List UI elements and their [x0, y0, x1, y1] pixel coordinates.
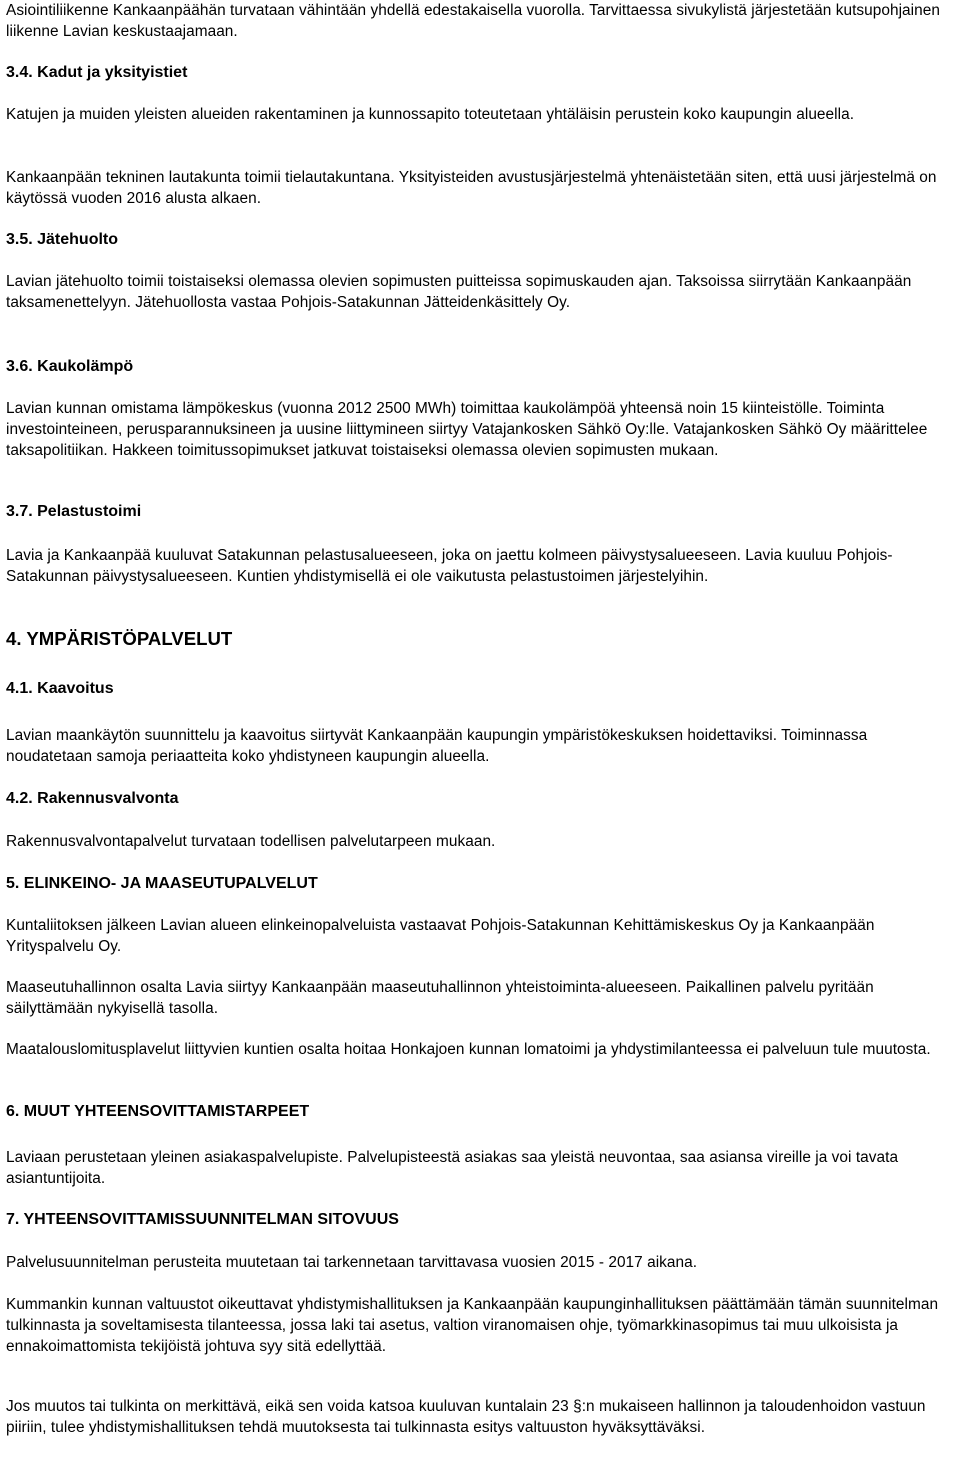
- paragraph-jatehuolto: Lavian jätehuolto toimii toistaiseksi olemassa olevien sopimusten puitteissa sopimuskauden ajan. Taksoissa siirrytään Kankaanpään taksamenettelyyn. Jätehuollosta vastaa Pohjois-Satakunnan Jätteidenkäsittely Oy.: [6, 273, 912, 311]
- paragraph-maaseutuhallinto: Maaseutuhallinnon osalta Lavia siirtyy Kankaanpään maaseutuhallinnon yhteistoiminta-alueeseen. Paikallinen palvelu pyritään säilyttämään nykyisellä tasolla.: [6, 979, 874, 1017]
- paragraph-kaukolampo: Lavian kunnan omistama lämpökeskus (vuonna 2012 2500 MWh) toimittaa kaukolämpöä yhteensä noin 15 kiinteistölle. Toiminta investointeineen, perusparannuksineen ja uusine liittymineen siirtyy Vatajankosken Sähkö Oy:lle. Vatajankosken Sähkö Oy määrittelee taksapolitiikan. Hakkeen toimitussopimukset jatkuvat toistaiseksi olemassa olevien sopimusten mukaan.: [6, 400, 928, 459]
- paragraph-tielautakunta: Kankaanpään tekninen lautakunta toimii tielautakuntana. Yksityisteiden avustusjärjestelmä yhtenäistetään siten, että uusi järjestelmä on käytössä vuoden 2016 alusta alkaen.: [6, 169, 937, 207]
- paragraph-rakennusvalvonta: Rakennusvalvontapalvelut turvataan todellisen palvelutarpeen mukaan.: [6, 833, 496, 850]
- paragraph-palvelusuunnitelma: Palvelusuunnitelman perusteita muutetaan tai tarkennetaan tarvittavasa vuosien 2015 - 2017 aikana.: [6, 1254, 698, 1271]
- paragraph-asiointiliikenne: Asiointiliikenne Kankaanpäähän turvataan vähintään yhdellä edestakaisella vuorolla. Tarvittaessa sivukylistä järjestetään kutsupohjainen liikenne Lavian keskustaajamaan.: [6, 2, 940, 40]
- paragraph-kaavoitus: Lavian maankäytön suunnittelu ja kaavoitus siirtyvät Kankaanpään kaupungin ympäristökeskuksen hoidettaviksi. Toiminnassa noudatetaan samoja periaatteita koko yhdistyneen kaupungin alueella.: [6, 727, 868, 765]
- heading-jatehuolto: 3.5. Jätehuolto: [6, 231, 119, 248]
- paragraph-valtuustot: Kummankin kunnan valtuustot oikeuttavat yhdistymishallituksen ja Kankaanpään kaupunginhallituksen päättämään tämän suunnitelman tulkinnasta ja soveltamisesta tilanteessa, jossa laki tai asetus, valtion viranomaisen ohje, työmarkkinasopimus tai muu ulkoisista ja ennakoimattomista tekijöistä johtuva syy sitä edellyttää.: [6, 1296, 939, 1355]
- paragraph-elinkeinopalvelut: Kuntaliitoksen jälkeen Lavian alueen elinkeinopalveluista vastaavat Pohjois-Satakunnan Kehittämiskeskus Oy ja Kankaanpään Yrityspalvelu Oy.: [6, 917, 875, 955]
- heading-kaukolampo: 3.6. Kaukolämpö: [6, 358, 134, 375]
- paragraph-maatalouslomitus: Maatalouslomitusplavelut liittyvien kuntien osalta hoitaa Honkajoen kunnan lomatoimi ja yhdystimilanteessa ei palveluun tule muutosta.: [6, 1041, 931, 1058]
- paragraph-muutos-tai-tulkinta: Jos muutos tai tulkinta on merkittävä, eikä sen voida katsoa kuuluvan kuntalain 23 §:n mukaiseen hallinnon ja taloudenhoidon vastuun piiriin, tulee yhdistymishallituksen tehdä muutoksesta tai tulkinnasta esitys valtuuston hyväksyttäväksi.: [6, 1398, 926, 1436]
- heading-kaavoitus: 4.1. Kaavoitus: [6, 680, 114, 697]
- heading-sitovuus: 7. YHTEENSOVITTAMISSUUNNITELMAN SITOVUUS: [6, 1211, 399, 1228]
- paragraph-katujen-rakentaminen: Katujen ja muiden yleisten alueiden rakentaminen ja kunnossapito toteutetaan yhtäläisin perustein koko kaupungin alueella.: [6, 106, 855, 123]
- heading-elinkeino-ja-maaseutupalvelut: 5. ELINKEINO- JA MAASEUTUPALVELUT: [6, 875, 318, 892]
- heading-muut-yhteensovittamistarpeet: 6. MUUT YHTEENSOVITTAMISTARPEET: [6, 1103, 310, 1120]
- heading-rakennusvalvonta: 4.2. Rakennusvalvonta: [6, 790, 179, 807]
- paragraph-pelastustoimi: Lavia ja Kankaanpää kuuluvat Satakunnan pelastusalueeseen, joka on jaettu kolmeen päivystysalueeseen. Lavia kuuluu Pohjois-Satakunnan päivystysalueeseen. Kuntien yhdistymisellä ei ole vaikutusta pelastustoimen järjestelyihin.: [6, 547, 893, 585]
- heading-pelastustoimi: 3.7. Pelastustoimi: [6, 503, 142, 520]
- paragraph-asiakaspalvelupiste: Laviaan perustetaan yleinen asiakaspalvelupiste. Palvelupisteestä asiakas saa yleistä neuvontaa, saa asiansa vireille ja voi tavata asiantuntijoita.: [6, 1149, 899, 1187]
- heading-ymparistopalvelut: 4. YMPÄRISTÖPALVELUT: [6, 628, 233, 649]
- heading-kadut-ja-yksityistiet: 3.4. Kadut ja yksityistiet: [6, 64, 188, 81]
